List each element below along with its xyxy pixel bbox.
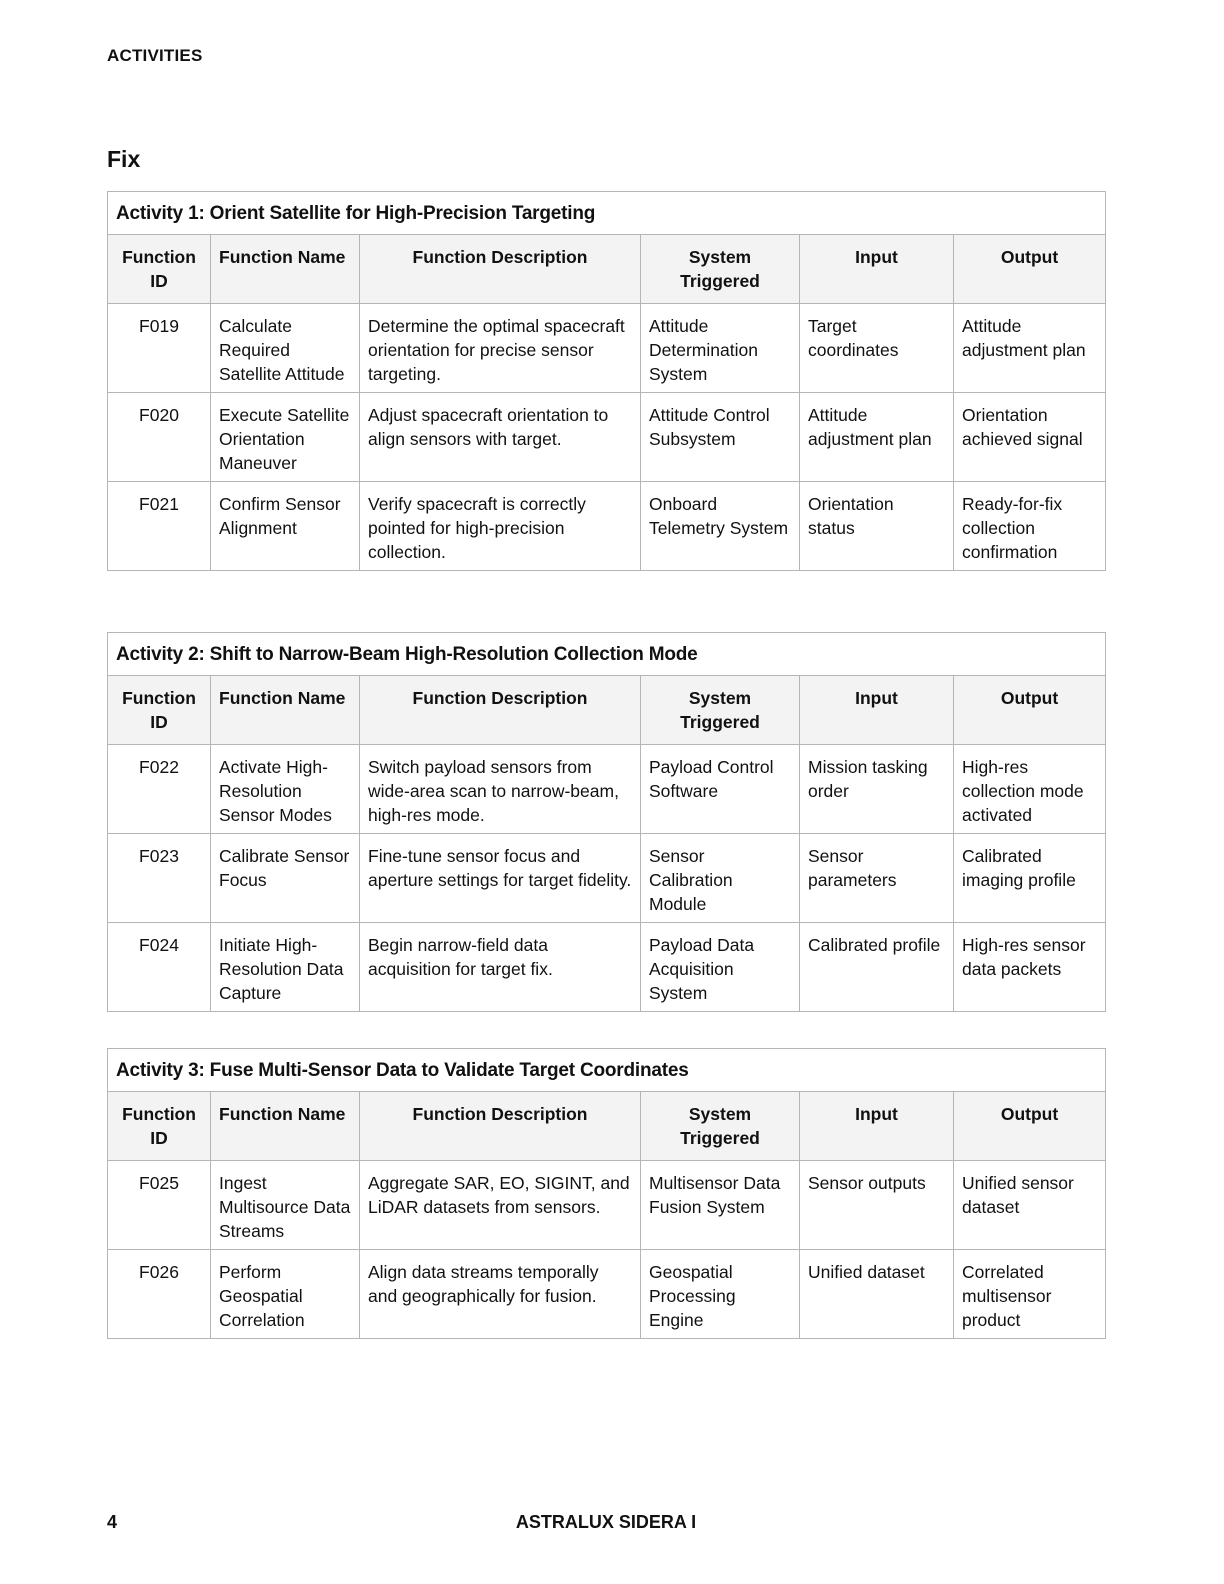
table-row xyxy=(108,1250,1106,1339)
cell-function-name: Calculate Required Satellite Attitude xyxy=(211,304,360,393)
cell-function-id: F023 xyxy=(108,834,211,923)
cell-function-name: Perform Geospatial Correlation xyxy=(211,1250,360,1339)
cell-function-name: Confirm Sensor Alignment xyxy=(211,482,360,571)
column-header-input: Input xyxy=(800,235,954,304)
cell-output: Orientation achieved signal xyxy=(954,393,1106,482)
cell-output: Calibrated imaging profile xyxy=(954,834,1106,923)
cell-function-id: F019 xyxy=(108,304,211,393)
cell-function-description: Adjust spacecraft orientation to align sensors with target. xyxy=(360,393,641,482)
cell-system-triggered: Sensor Calibration Module xyxy=(641,834,800,923)
activity-table-2 xyxy=(107,632,1106,1012)
cell-function-description: Fine-tune sensor focus and aperture settings for target fidelity. xyxy=(360,834,641,923)
cell-function-description: Align data streams temporally and geographically for fusion. xyxy=(360,1250,641,1339)
column-header-function-description: Function Description xyxy=(360,676,641,745)
column-header-input: Input xyxy=(800,1092,954,1161)
cell-input: Sensor outputs xyxy=(800,1161,954,1250)
column-header-row xyxy=(108,676,1106,745)
activity-title: Activity 1: Orient Satellite for High-Precision Targeting xyxy=(108,192,1106,235)
column-header-function-description: Function Description xyxy=(360,1092,641,1161)
column-header-function-name: Function Name xyxy=(211,235,360,304)
cell-function-description: Aggregate SAR, EO, SIGINT, and LiDAR datasets from sensors. xyxy=(360,1161,641,1250)
section-title: Fix xyxy=(107,146,141,172)
column-header-output: Output xyxy=(954,676,1106,745)
cell-input: Target coordinates xyxy=(800,304,954,393)
cell-input: Sensor parameters xyxy=(800,834,954,923)
table-row xyxy=(108,1161,1106,1250)
cell-function-name: Activate High-Resolution Sensor Modes xyxy=(211,745,360,834)
table-row xyxy=(108,923,1106,1012)
table-row xyxy=(108,393,1106,482)
cell-system-triggered: Onboard Telemetry System xyxy=(641,482,800,571)
cell-system-triggered: Attitude Determination System xyxy=(641,304,800,393)
column-header-row xyxy=(108,1092,1106,1161)
cell-system-triggered: Geospatial Processing Engine xyxy=(641,1250,800,1339)
document-title: ASTRALUX SIDERA I xyxy=(515,1512,697,1532)
cell-function-id: F024 xyxy=(108,923,211,1012)
cell-input: Attitude adjustment plan xyxy=(800,393,954,482)
cell-function-name: Initiate High-Resolution Data Capture xyxy=(211,923,360,1012)
cell-function-id: F026 xyxy=(108,1250,211,1339)
column-header-output: Output xyxy=(954,1092,1106,1161)
table-row xyxy=(108,482,1106,571)
page-number: 4 xyxy=(107,1512,118,1532)
column-header-function-id: Function ID xyxy=(108,676,211,745)
cell-function-name: Ingest Multisource Data Streams xyxy=(211,1161,360,1250)
cell-function-id: F022 xyxy=(108,745,211,834)
cell-function-name: Calibrate Sensor Focus xyxy=(211,834,360,923)
cell-output: High-res collection mode activated xyxy=(954,745,1106,834)
column-header-function-name: Function Name xyxy=(211,1092,360,1161)
column-header-function-id: Function ID xyxy=(108,235,211,304)
column-header-function-description: Function Description xyxy=(360,235,641,304)
cell-input: Unified dataset xyxy=(800,1250,954,1339)
cell-function-id: F021 xyxy=(108,482,211,571)
column-header-function-id: Function ID xyxy=(108,1092,211,1161)
cell-function-id: F025 xyxy=(108,1161,211,1250)
column-header-row xyxy=(108,235,1106,304)
column-header-function-name: Function Name xyxy=(211,676,360,745)
activity-title: Activity 2: Shift to Narrow-Beam High-Resolution Collection Mode xyxy=(108,633,1106,676)
cell-input: Mission tasking order xyxy=(800,745,954,834)
cell-output: Attitude adjustment plan xyxy=(954,304,1106,393)
cell-function-description: Determine the optimal spacecraft orientation for precise sensor targeting. xyxy=(360,304,641,393)
activity-title: Activity 3: Fuse Multi-Sensor Data to Validate Target Coordinates xyxy=(108,1049,1106,1092)
cell-function-description: Verify spacecraft is correctly pointed for high-precision collection. xyxy=(360,482,641,571)
column-header-system-triggered: System Triggered xyxy=(641,235,800,304)
cell-output: Correlated multisensor product xyxy=(954,1250,1106,1339)
cell-function-description: Switch payload sensors from wide-area scan to narrow-beam, high-res mode. xyxy=(360,745,641,834)
activity-table-3 xyxy=(107,1048,1106,1339)
cell-input: Calibrated profile xyxy=(800,923,954,1012)
column-header-system-triggered: System Triggered xyxy=(641,1092,800,1161)
column-header-input: Input xyxy=(800,676,954,745)
cell-function-name: Execute Satellite Orientation Maneuver xyxy=(211,393,360,482)
table-row xyxy=(108,745,1106,834)
running-head: ACTIVITIES xyxy=(107,46,203,65)
cell-output: High-res sensor data packets xyxy=(954,923,1106,1012)
cell-system-triggered: Multisensor Data Fusion System xyxy=(641,1161,800,1250)
cell-system-triggered: Attitude Control Subsystem xyxy=(641,393,800,482)
table-row xyxy=(108,834,1106,923)
table-row xyxy=(108,304,1106,393)
cell-function-description: Begin narrow-field data acquisition for target fix. xyxy=(360,923,641,1012)
cell-output: Ready-for-fix collection confirmation xyxy=(954,482,1106,571)
activity-table-1 xyxy=(107,191,1106,571)
column-header-system-triggered: System Triggered xyxy=(641,676,800,745)
cell-function-id: F020 xyxy=(108,393,211,482)
cell-output: Unified sensor dataset xyxy=(954,1161,1106,1250)
cell-system-triggered: Payload Control Software xyxy=(641,745,800,834)
cell-system-triggered: Payload Data Acquisition System xyxy=(641,923,800,1012)
cell-input: Orientation status xyxy=(800,482,954,571)
column-header-output: Output xyxy=(954,235,1106,304)
